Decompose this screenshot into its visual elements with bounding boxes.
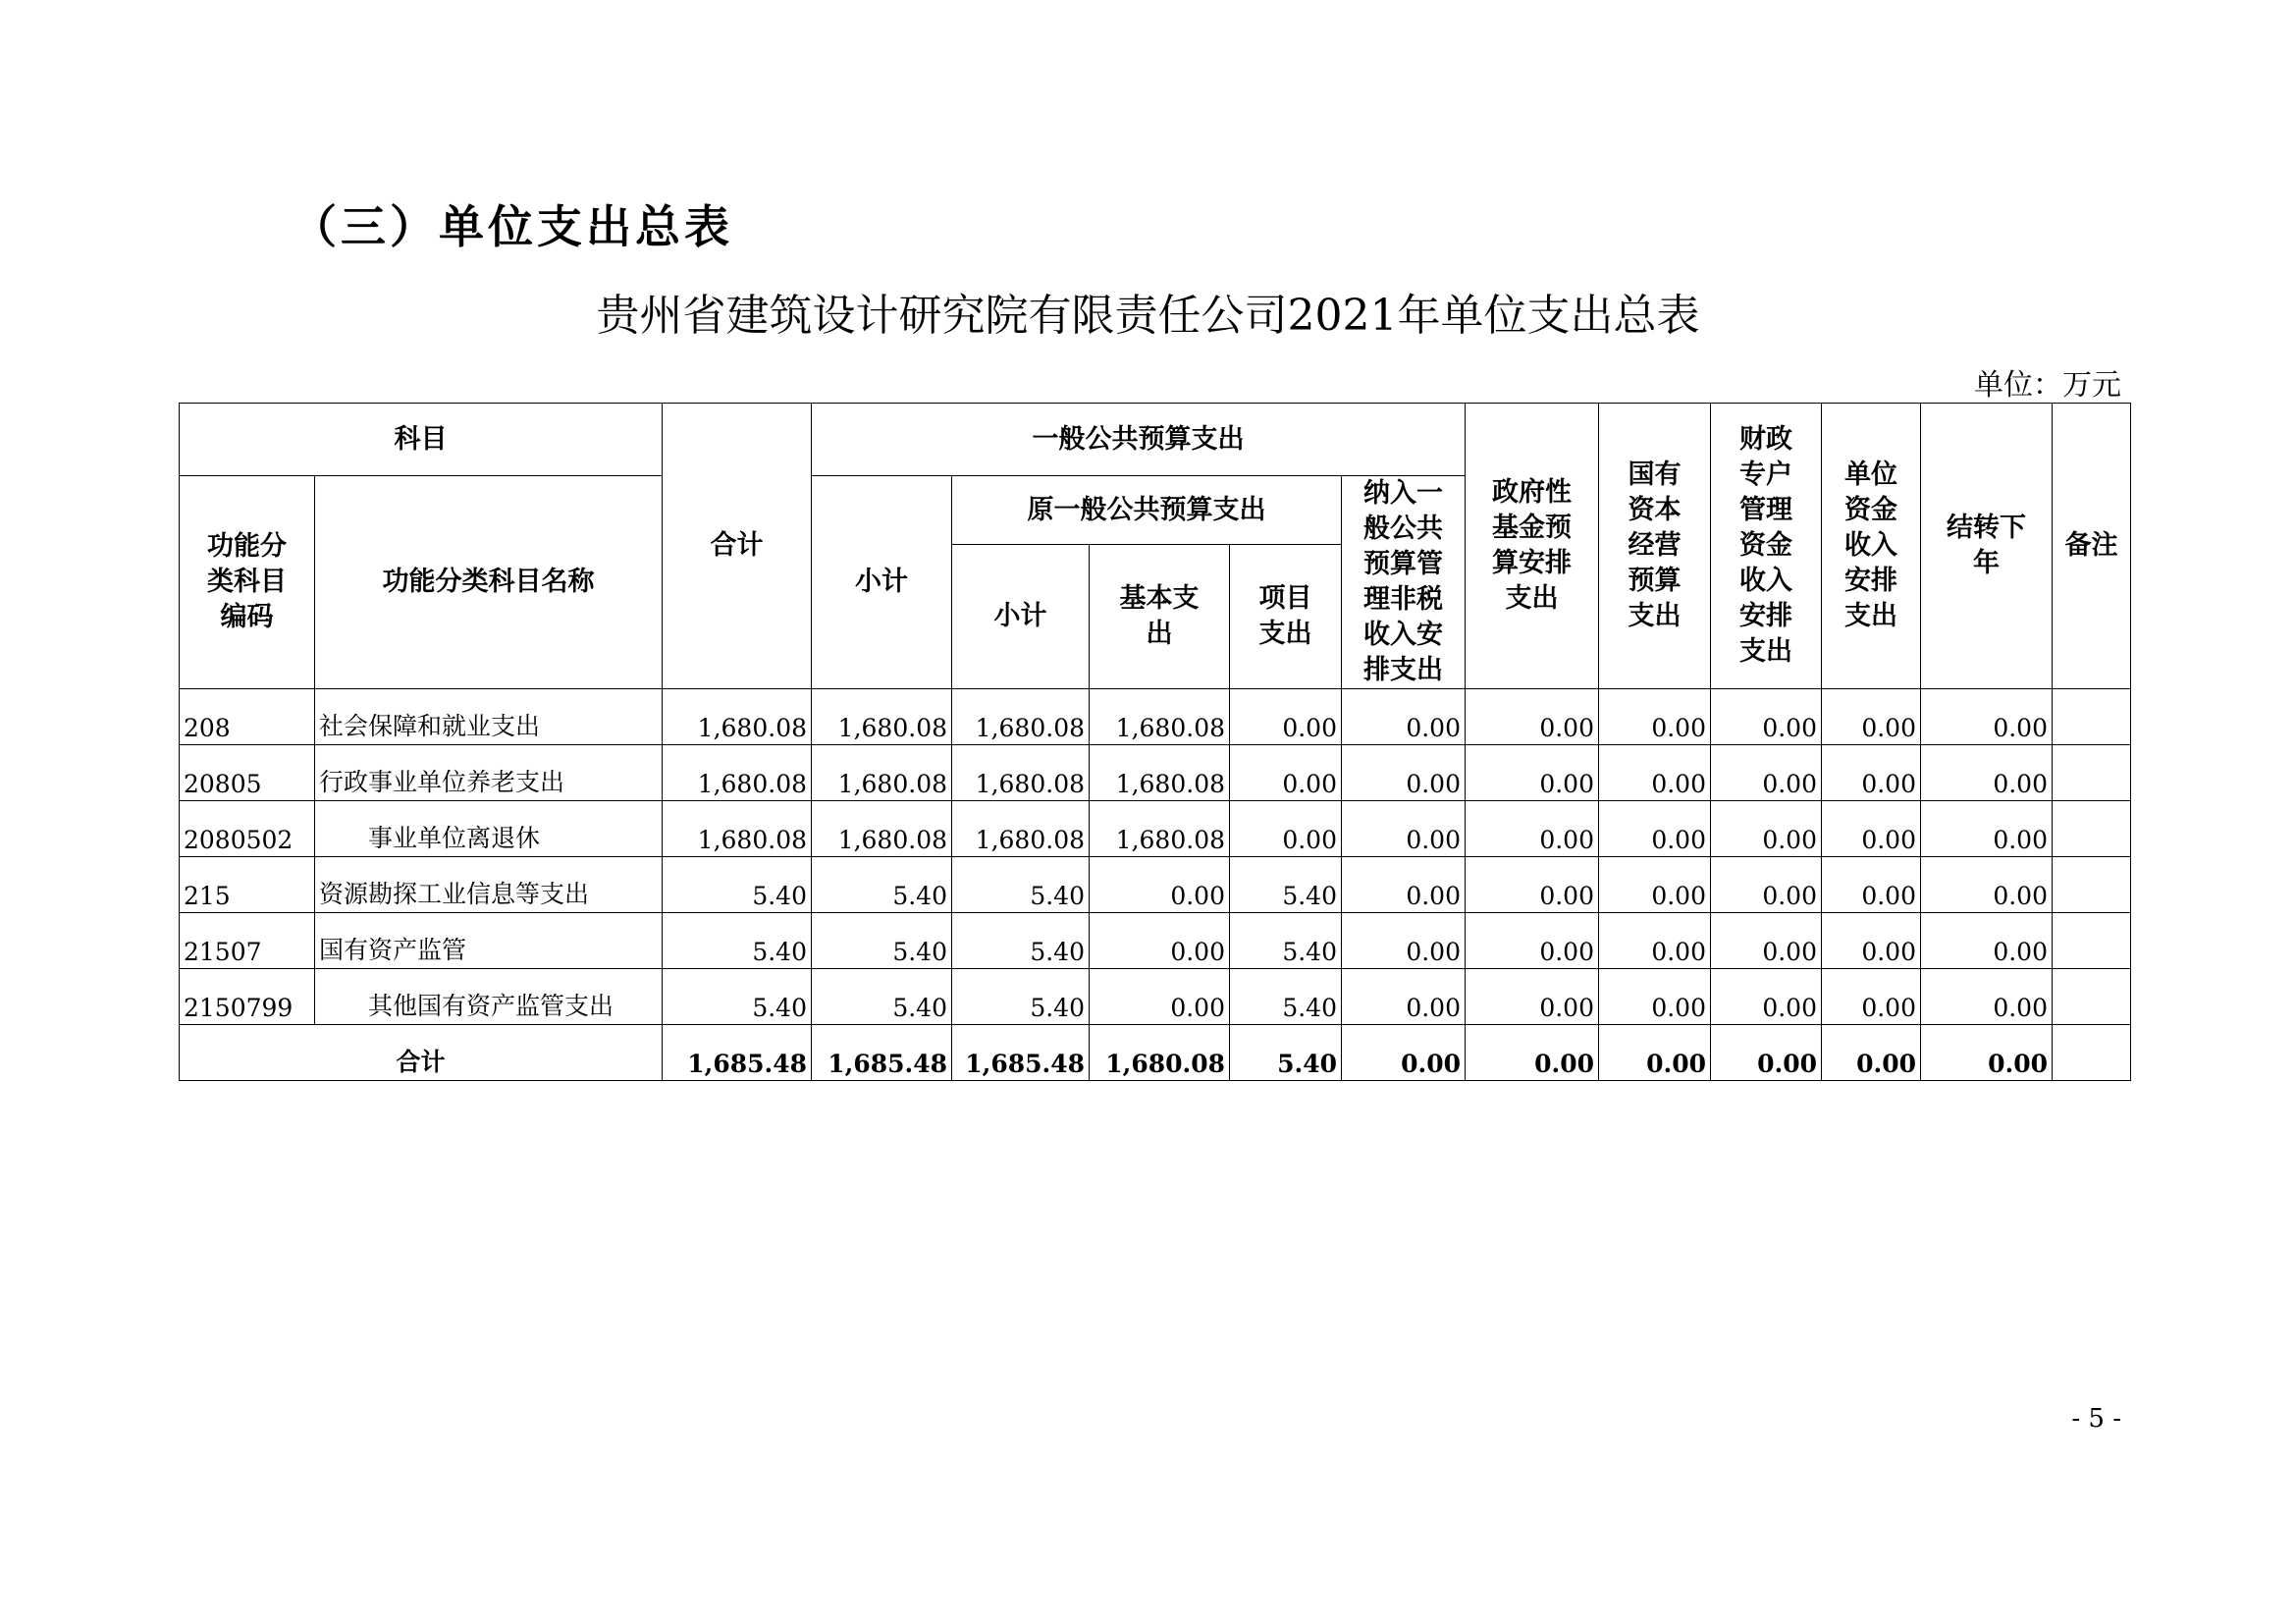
- header-general-budget: 一般公共预算支出: [812, 404, 1466, 476]
- header-remarks: 备注: [2053, 404, 2131, 689]
- table-row: [180, 969, 2131, 1025]
- state-capital-value: 0.00: [1599, 969, 1711, 1025]
- func-name: 其他国有资产监管支出: [315, 969, 663, 1025]
- document-title: 贵州省建筑设计研究院有限责任公司2021年单位支出总表: [596, 291, 1700, 341]
- state-capital-value: 0.00: [1599, 745, 1711, 801]
- func-name: 资源勘探工业信息等支出: [315, 857, 663, 913]
- orig-subtotal-value: 5.40: [952, 969, 1090, 1025]
- state-capital-value: 0.00: [1599, 913, 1711, 969]
- unit-funds-value: 0.00: [1822, 689, 1921, 745]
- remarks-value: [2053, 689, 2131, 745]
- nontax-value: 0.00: [1342, 857, 1466, 913]
- func-code: 20805: [180, 745, 315, 801]
- fiscal-special-value: 0.00: [1711, 745, 1822, 801]
- fiscal-special-value: 0.00: [1711, 1025, 1822, 1081]
- carryover-value: 0.00: [1921, 745, 2053, 801]
- total-value: 1,680.08: [663, 689, 812, 745]
- func-name: 国有资产监管: [315, 913, 663, 969]
- basic-value: 1,680.08: [1090, 689, 1230, 745]
- nontax-value: 0.00: [1342, 801, 1466, 857]
- carryover-value: 0.00: [1921, 1025, 2053, 1081]
- func-code: 21507: [180, 913, 315, 969]
- project-value: 0.00: [1230, 745, 1342, 801]
- unit-funds-value: 0.00: [1822, 969, 1921, 1025]
- func-code: 208: [180, 689, 315, 745]
- header-subject: 科目: [180, 404, 663, 476]
- total-value: 1,680.08: [663, 801, 812, 857]
- project-value: 0.00: [1230, 689, 1342, 745]
- header-total: 合计: [663, 404, 812, 689]
- subtotal-value: 5.40: [812, 969, 952, 1025]
- carryover-value: 0.00: [1921, 801, 2053, 857]
- func-code: 2080502: [180, 801, 315, 857]
- subtotal-value: 1,680.08: [812, 801, 952, 857]
- nontax-value: 0.00: [1342, 745, 1466, 801]
- basic-value: 1,680.08: [1090, 1025, 1230, 1081]
- header-func-name: 功能分类科目名称: [315, 476, 663, 689]
- header-fiscal-special: 财政专户管理资金收入安排支出: [1711, 404, 1822, 689]
- header-func-code: 功能分类科目编码: [180, 476, 315, 689]
- subtotal-value: 5.40: [812, 913, 952, 969]
- header-subtotal: 小计: [812, 476, 952, 689]
- remarks-value: [2053, 913, 2131, 969]
- header-project: 项目支出: [1230, 545, 1342, 689]
- subtotal-value: 5.40: [812, 857, 952, 913]
- table-row: [180, 745, 2131, 801]
- basic-value: 0.00: [1090, 913, 1230, 969]
- table-row: [180, 801, 2131, 857]
- remarks-value: [2053, 1025, 2131, 1081]
- total-value: 1,680.08: [663, 745, 812, 801]
- header-carryover: 结转下年: [1921, 404, 2053, 689]
- total-value: 1,685.48: [663, 1025, 812, 1081]
- orig-subtotal-value: 1,680.08: [952, 745, 1090, 801]
- subtotal-value: 1,680.08: [812, 745, 952, 801]
- gov-fund-value: 0.00: [1466, 857, 1599, 913]
- fiscal-special-value: 0.00: [1711, 969, 1822, 1025]
- carryover-value: 0.00: [1921, 913, 2053, 969]
- header-nontax: 纳入一般公共预算管理非税收入安排支出: [1342, 476, 1466, 689]
- project-value: 5.40: [1230, 969, 1342, 1025]
- total-row-label: 合计: [180, 1025, 663, 1081]
- total-value: 5.40: [663, 857, 812, 913]
- page-number: - 5 -: [2071, 1404, 2121, 1434]
- expenditure-table: [179, 403, 2131, 1081]
- state-capital-value: 0.00: [1599, 857, 1711, 913]
- subtotal-value: 1,680.08: [812, 689, 952, 745]
- total-row: [180, 1025, 2131, 1081]
- basic-value: 0.00: [1090, 857, 1230, 913]
- gov-fund-value: 0.00: [1466, 969, 1599, 1025]
- state-capital-value: 0.00: [1599, 689, 1711, 745]
- gov-fund-value: 0.00: [1466, 689, 1599, 745]
- orig-subtotal-value: 5.40: [952, 857, 1090, 913]
- unit-funds-value: 0.00: [1822, 1025, 1921, 1081]
- gov-fund-value: 0.00: [1466, 801, 1599, 857]
- unit-funds-value: 0.00: [1822, 801, 1921, 857]
- orig-subtotal-value: 1,685.48: [952, 1025, 1090, 1081]
- subtotal-value: 1,685.48: [812, 1025, 952, 1081]
- func-code: 2150799: [180, 969, 315, 1025]
- header-orig-general: 原一般公共预算支出: [952, 476, 1342, 545]
- table-row: [180, 857, 2131, 913]
- unit-label: 单位：万元: [1974, 368, 2121, 403]
- project-value: 0.00: [1230, 801, 1342, 857]
- nontax-value: 0.00: [1342, 913, 1466, 969]
- func-code: 215: [180, 857, 315, 913]
- func-name: 社会保障和就业支出: [315, 689, 663, 745]
- nontax-value: 0.00: [1342, 1025, 1466, 1081]
- header-state-capital: 国有资本经营预算支出: [1599, 404, 1711, 689]
- orig-subtotal-value: 5.40: [952, 913, 1090, 969]
- func-name: 事业单位离退休: [315, 801, 663, 857]
- carryover-value: 0.00: [1921, 857, 2053, 913]
- carryover-value: 0.00: [1921, 969, 2053, 1025]
- remarks-value: [2053, 969, 2131, 1025]
- header-gov-fund: 政府性基金预算安排支出: [1466, 404, 1599, 689]
- orig-subtotal-value: 1,680.08: [952, 801, 1090, 857]
- carryover-value: 0.00: [1921, 689, 2053, 745]
- gov-fund-value: 0.00: [1466, 913, 1599, 969]
- remarks-value: [2053, 857, 2131, 913]
- gov-fund-value: 0.00: [1466, 745, 1599, 801]
- state-capital-value: 0.00: [1599, 801, 1711, 857]
- remarks-value: [2053, 801, 2131, 857]
- table-row: [180, 913, 2131, 969]
- fiscal-special-value: 0.00: [1711, 801, 1822, 857]
- orig-subtotal-value: 1,680.08: [952, 689, 1090, 745]
- nontax-value: 0.00: [1342, 969, 1466, 1025]
- basic-value: 1,680.08: [1090, 745, 1230, 801]
- gov-fund-value: 0.00: [1466, 1025, 1599, 1081]
- nontax-value: 0.00: [1342, 689, 1466, 745]
- func-name: 行政事业单位养老支出: [315, 745, 663, 801]
- total-value: 5.40: [663, 913, 812, 969]
- table-row: [180, 689, 2131, 745]
- fiscal-special-value: 0.00: [1711, 913, 1822, 969]
- basic-value: 1,680.08: [1090, 801, 1230, 857]
- header-orig-subtotal: 小计: [952, 545, 1090, 689]
- total-value: 5.40: [663, 969, 812, 1025]
- header-unit-funds: 单位资金收入安排支出: [1822, 404, 1921, 689]
- fiscal-special-value: 0.00: [1711, 689, 1822, 745]
- header-basic: 基本支出: [1090, 545, 1230, 689]
- project-value: 5.40: [1230, 1025, 1342, 1081]
- unit-funds-value: 0.00: [1822, 857, 1921, 913]
- unit-funds-value: 0.00: [1822, 913, 1921, 969]
- section-heading: （三）单位支出总表: [292, 200, 733, 253]
- remarks-value: [2053, 745, 2131, 801]
- state-capital-value: 0.00: [1599, 1025, 1711, 1081]
- fiscal-special-value: 0.00: [1711, 857, 1822, 913]
- project-value: 5.40: [1230, 857, 1342, 913]
- unit-funds-value: 0.00: [1822, 745, 1921, 801]
- project-value: 5.40: [1230, 913, 1342, 969]
- basic-value: 0.00: [1090, 969, 1230, 1025]
